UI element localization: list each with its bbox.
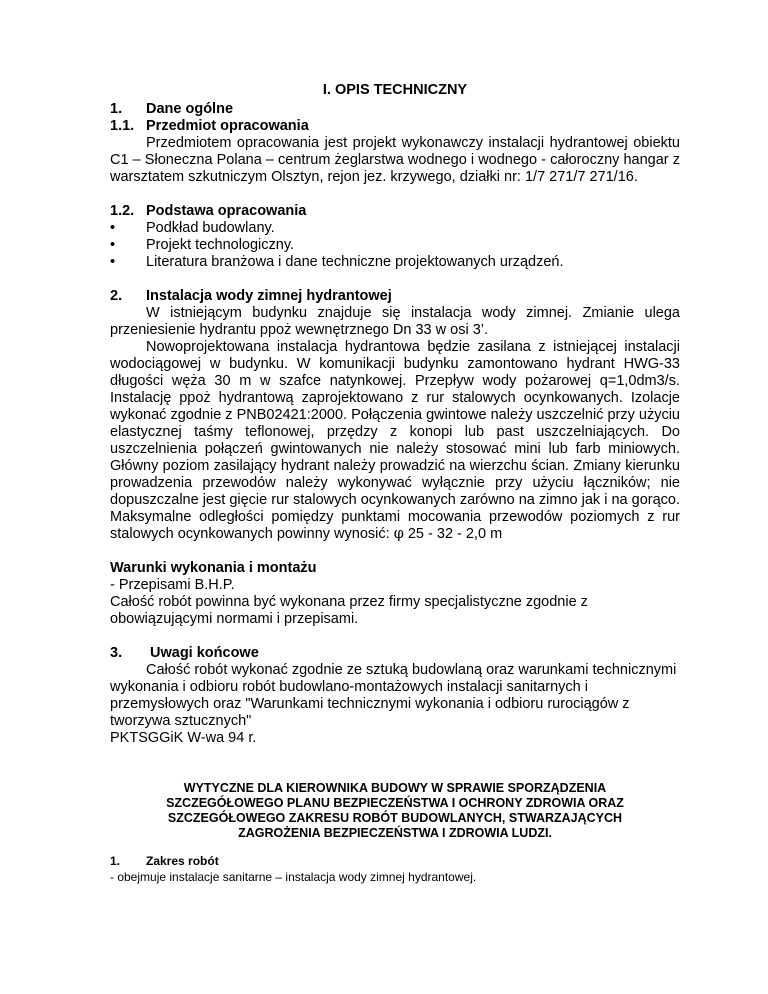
heading-number: 1.	[110, 101, 123, 117]
list-item	[110, 237, 680, 254]
podstawa-list	[110, 220, 680, 271]
paragraph-uwagi: Całość robót wykonać zgodnie ze sztuką budowlaną oraz warunkami technicznymi wykonania i odbioru robót budowlano-montażowych instalacji sanitarnych i przemysłowych oraz "Warunkami technicznymi wykonania i odbioru rurociągów z tworzywa sztucznych"	[110, 662, 677, 729]
document-page	[110, 82, 680, 885]
heading-label: Dane ogólne	[146, 101, 234, 117]
bullet-icon: •	[110, 220, 116, 236]
heading-label: Uwagi końcowe	[150, 645, 259, 661]
paragraph-pktsggik: PKTSGGiK W-wa 94 r.	[110, 730, 257, 746]
heading-uwagi	[110, 645, 680, 662]
list-item	[110, 254, 680, 271]
heading-number: 1.	[110, 854, 121, 868]
paragraph-body: Nowoprojektowana instalacja hydrantowa będzie zasilana z istniejącej instalacji wodociągowej w budynku. W komunikacji budynku zamontowano hydrant HWG-33 długości węża 30 m w szafce natynkowej. Przepływ wody pożarowej q=1,0dm3/s. Instalację ppoż hydrantową zaprojektowano z rur stalowych ocynkowanych. Izolacje wykonać zgodnie z PNB02421:2000. Połączenia gwintowe należy uszczelnić przy użyciu elastycznej taśmy teflonowej, przędzy z konopi lub past uszczelniających. Do uszczelnienia połączeń gwintowanych nie należy stosować mini lub farb miniowych. Główny poziom zasilający hydrant należy prowadzić na wierzchu ścian. Zmiany kierunku prowadzenia przewodów należy wykonywać wyłącznie przy użyciu łączników; nie dopuszczalne jest gięcie rur stalowych ocynkowanych zarówno na zimno jak i na gorąco. Maksymalne odległości pomiędzy punktami mocowania przewodów poziomych z rur stalowych ocynkowanych powinny wynosić:	[110, 339, 680, 542]
heading-number: 1.2.	[110, 203, 135, 219]
heading-label: Zakres robót	[146, 854, 219, 868]
diameter-range: 25 - 32 - 2,0 m	[403, 526, 503, 542]
paragraph-istniejacy: W istniejącym budynku znajduje się instalacja wody zimnej. Zmianie ulega przeniesienie hydrantu ppoż wewnętrznego Dn 33 w osi 3’.	[110, 305, 680, 338]
warunki-line-bhp: - Przepisami B.H.P.	[110, 577, 235, 593]
list-item-text: Podkład budowlany.	[146, 220, 275, 236]
list-item-text: Projekt technologiczny.	[146, 237, 295, 253]
heading-podstawa	[110, 203, 680, 220]
heading-dane-ogolne	[110, 101, 680, 118]
heading-label: Przedmiot opracowania	[146, 118, 309, 134]
diameter-symbol: φ	[393, 526, 404, 542]
heading-number: 3.	[110, 645, 123, 661]
spacer	[110, 747, 680, 781]
wytyczne-title: WYTYCZNE DLA KIEROWNIKA BUDOWY W SPRAWIE SPORZĄDZENIA SZCZEGÓŁOWEGO PLANU BEZPIECZEŃSTWA I OCHRONY ZDROWIA ORAZ SZCZEGÓŁOWEGO ZAKRESU ROBÓT BUDOWLANYCH, STWARZAJĄCYCH ZAGROŻENIA BEZPIECZEŃSTWA I ZDROWIA LUDZI.	[166, 781, 624, 840]
heading-instalacja	[110, 288, 680, 305]
spacer	[110, 543, 680, 560]
bullet-icon: •	[110, 237, 116, 253]
paragraph-zakres: - obejmuje instalacje sanitarne – instalacja wody zimnej hydrantowej.	[110, 870, 477, 884]
spacer	[110, 271, 680, 288]
spacer	[110, 628, 680, 645]
heading-zakres	[110, 853, 680, 870]
bullet-icon: •	[110, 254, 116, 270]
heading-label: Podstawa opracowania	[146, 203, 307, 219]
heading-warunki: Warunki wykonania i montażu	[110, 560, 317, 576]
heading-label: Instalacja wody zimnej hydrantowej	[146, 288, 392, 304]
heading-number: 1.1.	[110, 118, 135, 134]
list-item	[110, 220, 680, 237]
heading-przedmiot	[110, 118, 680, 135]
paragraph-nowoprojektowana	[110, 339, 680, 543]
spacer	[110, 841, 680, 853]
heading-number: 2.	[110, 288, 123, 304]
warunki-line-firmy: Całość robót powinna być wykonana przez firmy specjalistyczne zgodnie z obowiązującymi normami i przepisami.	[110, 594, 588, 627]
spacer	[110, 186, 680, 203]
list-item-text: Literatura branżowa i dane techniczne projektowanych urządzeń.	[146, 254, 564, 270]
paragraph-przedmiot: Przedmiotem opracowania jest projekt wykonawczy instalacji hydrantowej obiektu C1 – Słoneczna Polana – centrum żeglarstwa wodnego i wodnego - całoroczny hangar z warsztatem szkutniczym Olsztyn, rejon jez. krzywego, działki nr: 1/7 271/7 271/16.	[110, 135, 680, 185]
document-title: I. OPIS TECHNICZNY	[322, 82, 468, 98]
